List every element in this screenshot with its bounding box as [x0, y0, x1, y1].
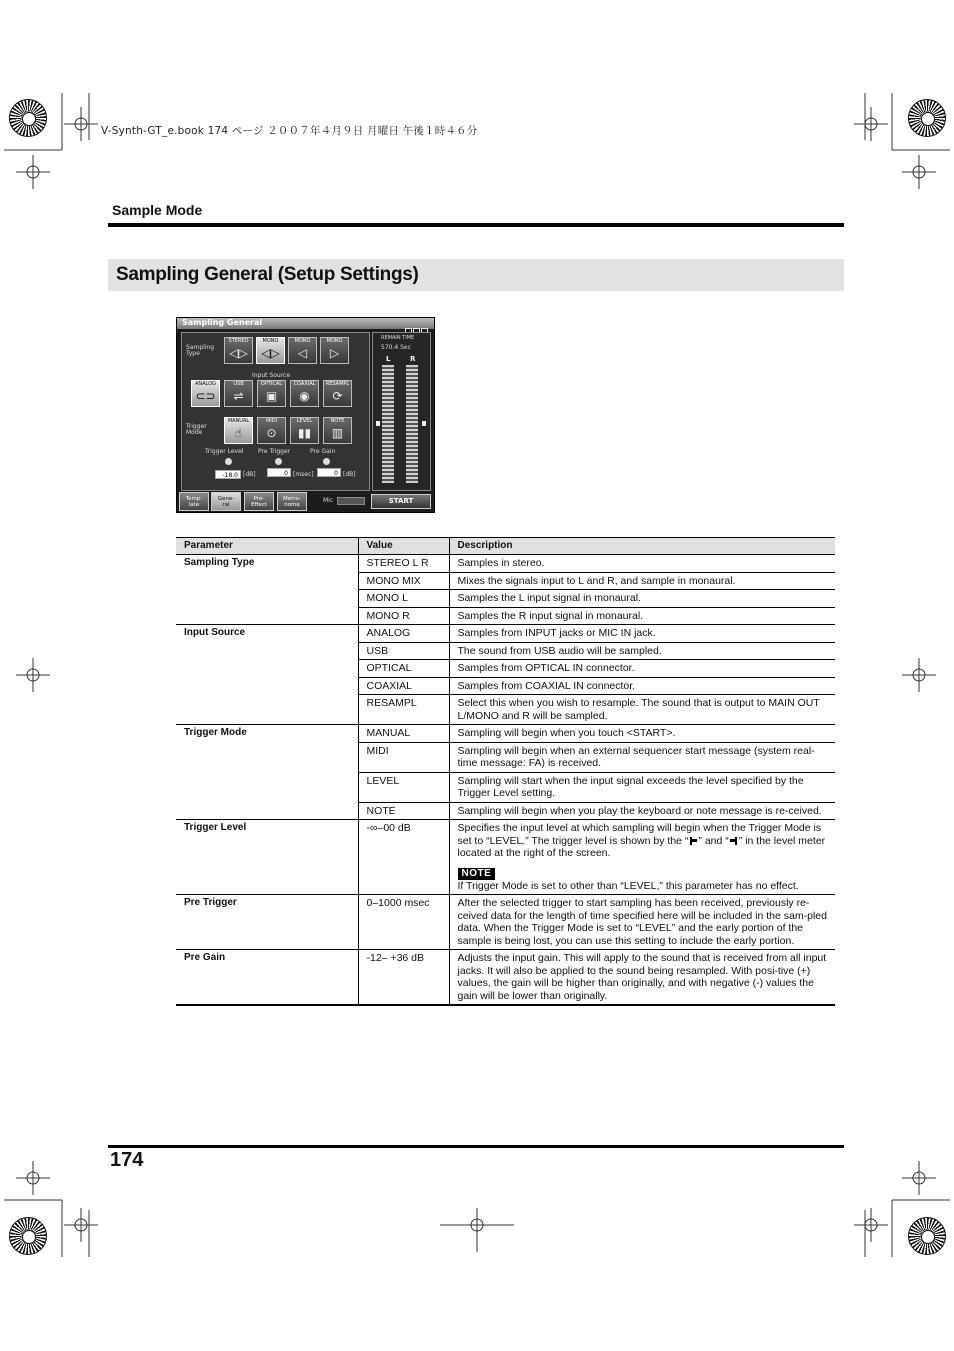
- meter-panel: [372, 332, 431, 491]
- table-row: Input Source ANALOG Samples from INPUT jacks or MIC IN jack.: [176, 625, 835, 643]
- sampling-type-stereo-button[interactable]: STEREO ◁▷: [224, 337, 253, 364]
- input-source-coaxial-button[interactable]: COAXIAL ◉: [290, 380, 319, 407]
- tab-template[interactable]: Temp- late: [179, 492, 209, 511]
- mic-level-bar: [337, 497, 365, 505]
- input-source-optical-button[interactable]: OPTICAL ▣: [257, 380, 286, 407]
- keyboard-icon: ▥: [331, 426, 344, 440]
- pre-trigger-label: Pre Trigger: [258, 448, 291, 455]
- trigger-level-knob[interactable]: [225, 458, 232, 465]
- header-rule: [108, 223, 844, 227]
- meter-left-label: L: [386, 355, 391, 363]
- pre-gain-label: Pre Gain: [310, 448, 336, 455]
- column-header-value: Value: [358, 538, 449, 555]
- pre-trigger-knob[interactable]: [275, 458, 282, 465]
- table-row: OPTICAL Samples from OPTICAL IN connector.: [176, 660, 835, 678]
- sampling-type-mono-mix-button[interactable]: MONO ◁▷: [256, 337, 285, 364]
- mic-indicator: Mic: [323, 497, 334, 504]
- page-number: 174: [110, 1149, 144, 1171]
- trigger-level-marker-left-icon: [376, 421, 380, 426]
- input-source-label: Input Source: [252, 372, 291, 379]
- trigger-level-right-marker-icon: [729, 837, 739, 845]
- speaker-pair-icon: ◁▷: [229, 346, 248, 360]
- trigger-level-label: Trigger Level: [205, 448, 244, 455]
- footer-rule: [108, 1145, 844, 1148]
- input-source-resample-button[interactable]: RESAMPL ⟳: [323, 380, 352, 407]
- table-row: COAXIAL Samples from COAXIAL IN connector.: [176, 677, 835, 695]
- midi-connector-icon: ⊙: [266, 426, 277, 440]
- parameter-table: [176, 537, 835, 1006]
- table-row: LEVEL Sampling will start when the input signal exceeds the level specified by the Trigger Level setting.: [176, 772, 835, 802]
- pre-gain-knob[interactable]: [323, 458, 330, 465]
- optical-connector-icon: ▣: [265, 389, 278, 403]
- remain-time-value: 570.4 Sec: [381, 344, 411, 351]
- tab-pre-effect[interactable]: Pre- Effect: [244, 492, 274, 511]
- speaker-left-icon: ◁: [297, 346, 308, 360]
- coaxial-connector-icon: ◉: [299, 389, 310, 403]
- table-row: NOTE Sampling will begin when you play the keyboard or note message is re-ceived.: [176, 802, 835, 820]
- trigger-level-marker-right-icon: [422, 421, 426, 426]
- table-row: MONO R Samples the R input signal in monaural.: [176, 607, 835, 625]
- running-head: Sample Mode: [112, 202, 203, 218]
- speaker-mix-icon: ◁▷: [261, 346, 280, 360]
- level-bars-icon: ▮▮: [297, 426, 312, 440]
- table-row: RESAMPL Select this when you wish to resample. The sound that is output to MAIN OUT L/MONO and R will be sampled.: [176, 695, 835, 725]
- level-meter-left: [382, 365, 394, 483]
- table-row: MONO L Samples the L input signal in monaural.: [176, 590, 835, 608]
- sampling-type-label: Sampling Type: [186, 344, 215, 357]
- pre-trigger-unit: [msec]: [293, 471, 314, 478]
- trigger-level-unit: [dB]: [243, 471, 256, 478]
- meter-right-label: R: [410, 355, 416, 363]
- start-button[interactable]: [371, 494, 431, 509]
- trigger-mode-note-button[interactable]: NOTE ▥: [323, 417, 352, 444]
- table-row: Trigger Level -∞–00 dB Specifies the input level at which sampling will begin when the Trigger Mode is set to “LEVEL.” The trigger level is shown by the “ ” and “ ” in the level meter located at the right of the screen. NOTE If Trigger Mode is set to other than “LEVEL,” this parameter has no effect.: [176, 820, 835, 895]
- trigger-level-value[interactable]: -18.0: [215, 470, 241, 479]
- trigger-mode-manual-button[interactable]: MANUAL ☝: [224, 417, 253, 444]
- sampling-type-mono-r-button[interactable]: MONO ▷: [320, 337, 349, 364]
- table-row: MIDI Sampling will begin when an external sequencer start message (system real-time message: FA) is received.: [176, 742, 835, 772]
- section-title: Sampling General (Setup Settings): [116, 264, 419, 285]
- table-row: Trigger Mode MANUAL Sampling will begin when you touch <START>.: [176, 725, 835, 743]
- hand-touch-icon: ☝: [234, 426, 243, 440]
- start-button-label: START: [388, 497, 414, 505]
- remain-time-label: REMAIN TIME: [381, 335, 415, 341]
- note-text: If Trigger Mode is set to other than “LEVEL,” this parameter has no effect.: [457, 879, 799, 892]
- column-header-parameter: Parameter: [176, 538, 358, 555]
- resample-loop-icon: ⟳: [332, 389, 343, 403]
- table-header-row: [176, 538, 835, 555]
- table-row: MONO MIX Mixes the signals input to L and R, and sample in monaural.: [176, 572, 835, 590]
- input-source-usb-button[interactable]: USB ⇌: [224, 380, 253, 407]
- usb-icon: ⇌: [233, 389, 244, 403]
- trigger-level-description: Specifies the input level at which sampling will begin when the Trigger Mode is set to “LEVEL.” The trigger level is shown by the “ ” and “ ” in the level meter located at the right of the screen. NOTE If Trigger Mode is set to other than “LEVEL,” this parameter has no effect.: [449, 820, 835, 895]
- note-badge: NOTE: [458, 868, 496, 880]
- trigger-mode-midi-button[interactable]: MIDI ⊙: [257, 417, 286, 444]
- pre-gain-unit: [dB]: [343, 471, 356, 478]
- column-header-description: Description: [449, 538, 835, 555]
- sampling-general-screenshot: [176, 317, 435, 513]
- pre-trigger-value[interactable]: 0: [267, 468, 291, 477]
- table-row: Pre Trigger 0–1000 msec After the selected trigger to start sampling has been received, previously re-ceived data for the length of time specified here will be included in the sam-pled data. When the Trigger Mode is set to “LEVEL” and the early portion of the sample is being lost, you can use this setting to include the early portion.: [176, 895, 835, 950]
- input-source-analog-button[interactable]: ANALOG ⊂⊃: [191, 380, 220, 407]
- tab-metronome[interactable]: Metro- nome: [277, 492, 307, 511]
- level-meter-right: [406, 365, 418, 483]
- trigger-mode-label: Trigger Mode: [186, 423, 207, 436]
- sampling-type-mono-l-button[interactable]: MONO ◁: [288, 337, 317, 364]
- print-info-line: V-Synth-GT_e.book 174 ページ ２００７年４月９日 月曜日 午後１時４６分: [101, 125, 478, 137]
- analog-jack-icon: ⊂⊃: [195, 389, 216, 403]
- screen-title: Sampling General: [182, 318, 263, 327]
- window-buttons: [404, 320, 430, 327]
- table-row: USB The sound from USB audio will be sampled.: [176, 642, 835, 660]
- speaker-right-icon: ▷: [329, 346, 340, 360]
- table-row: Pre Gain -12– +36 dB Adjusts the input gain. This will apply to the sound that is received from all input jacks. It will also be applied to the sound being resampled. With posi-tive (+) values, the gain will be higher than originally, and with negative (-) values the gain will be lower than originally.: [176, 950, 835, 1006]
- table-row: Sampling Type STEREO L R Samples in stereo.: [176, 555, 835, 573]
- pre-gain-value[interactable]: 0: [317, 468, 341, 477]
- trigger-mode-level-button[interactable]: LEVEL ▮▮: [290, 417, 319, 444]
- trigger-level-left-marker-icon: [688, 837, 698, 845]
- tab-general[interactable]: Gene- ral: [211, 492, 241, 511]
